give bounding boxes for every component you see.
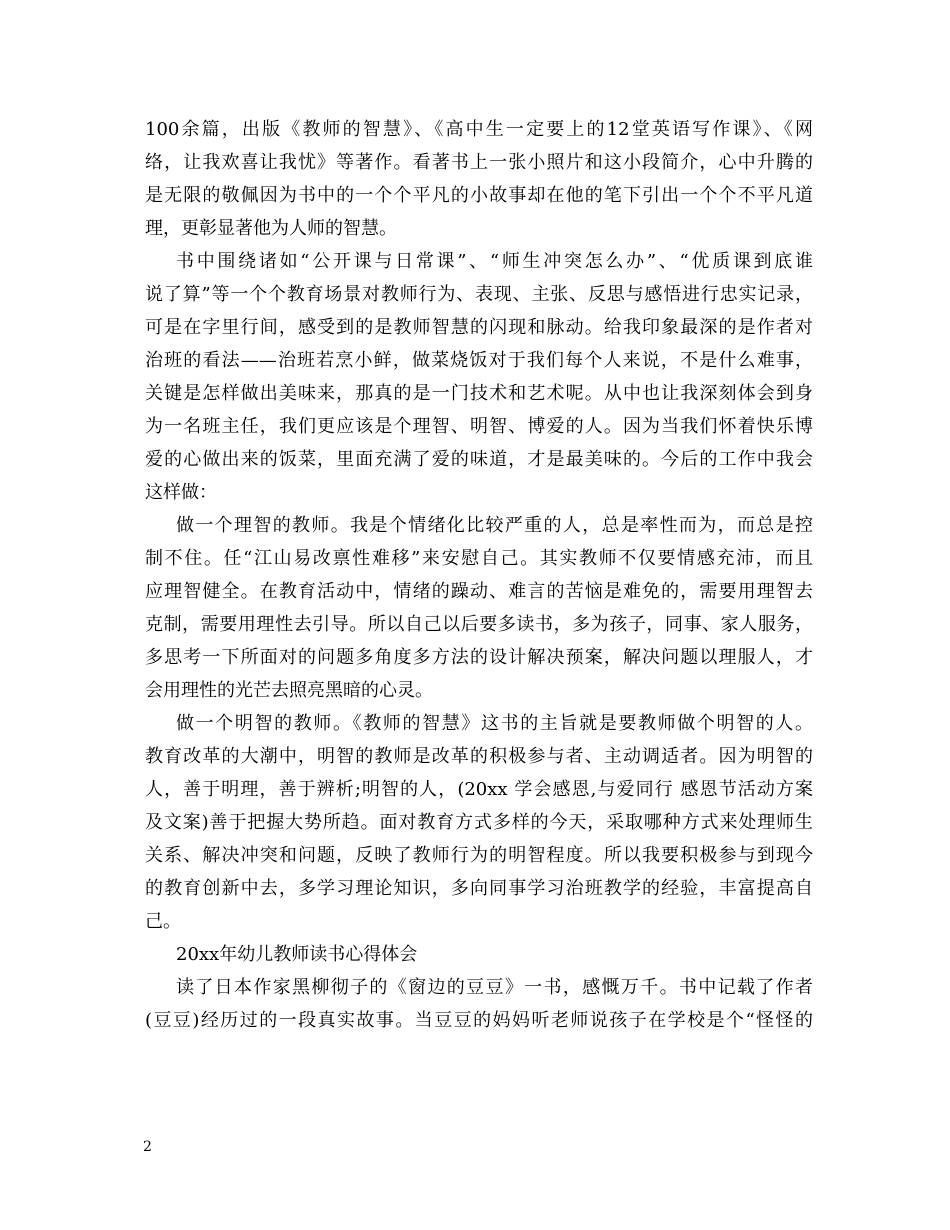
text-line: 20xx年幼儿教师读书心得体会: [176, 944, 418, 965]
text-line: 的教育创新中去，多学习理论知识，多向同事学习治班教学的经验，丰富提高自: [145, 878, 813, 899]
text-line: 是无限的敬佩因为书中的一个个平凡的小故事却在他的笔下引出一个个不平凡道: [145, 185, 813, 206]
text-line: 及文案)善于把握大势所趋。面对教育方式多样的今天，采取哪种方式来处理师生: [145, 812, 813, 833]
text-line: 多思考一下所面对的问题多角度多方法的设计解决预案，解决问题以理服人，才: [145, 647, 813, 668]
text-line: 应理智健全。在教育活动中，情绪的躁动、难言的苦恼是难免的，需要用理智去: [145, 581, 813, 602]
text-line: 100余篇，出版《教师的智慧》、《高中生一定要上的12堂英语写作课》、《网: [145, 119, 813, 140]
text-line: 可是在字里行间，感受到的是教师智慧的闪现和脉动。给我印象最深的是作者对: [145, 317, 813, 338]
text-line: 理，更彰显著他为人师的智慧。: [145, 218, 397, 239]
page-number: 2: [143, 1139, 152, 1155]
text-line: 这样做：: [145, 482, 217, 503]
text-line: 为一名班主任，我们更应该是个理智、明智、博爱的人。因为当我们怀着快乐博: [145, 416, 813, 437]
text-line: 己。: [145, 911, 181, 932]
text-line: 关键是怎样做出美味来，那真的是一门技术和艺术呢。从中也让我深刻体会到身: [145, 383, 813, 404]
text-line: 关系、解决冲突和问题，反映了教师行为的明智程度。所以我要积极参与到现今: [145, 845, 813, 866]
text-line: 络，让我欢喜让我忧》等著作。看著书上一张小照片和这小段简介，心中升腾的: [145, 152, 813, 173]
text-line: 爱的心做出来的饭菜，里面充满了爱的味道，才是最美味的。今后的工作中我会: [145, 449, 813, 470]
text-line: 会用理性的光芒去照亮黑暗的心灵。: [145, 680, 433, 701]
text-line: 读了日本作家黑柳彻子的《窗边的豆豆》一书，感慨万千。书中记载了作者: [176, 977, 813, 998]
text-line: 书中围绕诸如“公开课与日常课”、“师生冲突怎么办”、“优质课到底谁: [176, 251, 813, 272]
text-line: 治班的看法——治班若烹小鲜，做菜烧饭对于我们每个人来说，不是什么难事，: [145, 350, 813, 371]
text-line: 说了算”等一个个教育场景对教师行为、表现、主张、反思与感悟进行忠实记录，: [145, 284, 813, 305]
text-line: 做一个理智的教师。我是个情绪化比较严重的人，总是率性而为，而总是控: [176, 515, 813, 536]
text-line: 做一个明智的教师。《教师的智慧》这书的主旨就是要教师做个明智的人。: [176, 713, 813, 734]
text-line: 教育改革的大潮中，明智的教师是改革的积极参与者、主动调适者。因为明智的: [145, 746, 813, 767]
text-line: (豆豆)经历过的一段真实故事。当豆豆的妈妈听老师说孩子在学校是个“怪怪的: [145, 1010, 813, 1031]
document-body: [145, 113, 813, 1037]
text-line: 克制，需要用理性去引导。所以自己以后要多读书，多为孩子，同事、家人服务，: [145, 614, 813, 635]
text-line: 人，善于明理，善于辨析;明智的人，(20xx 学会感恩,与爱同行 感恩节活动方案: [145, 779, 813, 800]
text-line: 制不住。任“江山易改禀性难移”来安慰自己。其实教师不仅要情感充沛，而且: [145, 548, 813, 569]
